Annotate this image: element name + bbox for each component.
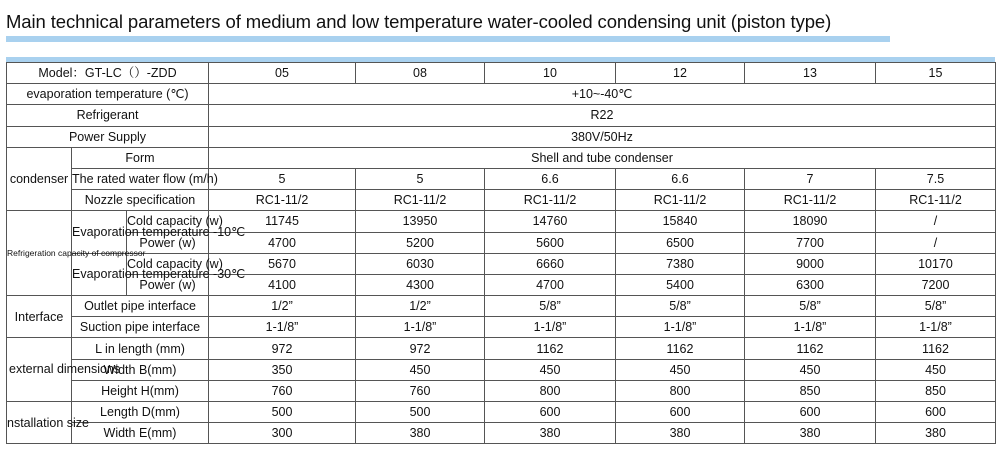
cell: 1-1/8” (209, 317, 356, 338)
external-group-label: external dimensions (7, 338, 72, 402)
cell: 380 (356, 423, 485, 444)
cell: 5200 (356, 232, 485, 253)
cell: 450 (356, 359, 485, 380)
cell: 1-1/8” (485, 317, 616, 338)
cell: 6500 (616, 232, 745, 253)
cell: 1162 (876, 338, 996, 359)
cell: 1/2” (356, 296, 485, 317)
interface-group-label: Interface (7, 296, 72, 338)
cell: 12 (616, 63, 745, 84)
cell: 500 (209, 402, 356, 423)
cell: 850 (745, 380, 876, 401)
cell: 05 (209, 63, 356, 84)
condenser-form-value: Shell and tube condenser (209, 147, 996, 168)
power-label: Power (w) (127, 232, 209, 253)
row-power-10 (7, 232, 996, 253)
cell: 350 (209, 359, 356, 380)
condenser-group-label: condenser (7, 147, 72, 211)
cell: 5/8” (485, 296, 616, 317)
cell: 1162 (616, 338, 745, 359)
power-supply-value: 380V/50Hz (209, 126, 996, 147)
page-title: Main technical parameters of medium and low temperature water-cooled condensing unit (piston type) (6, 11, 832, 32)
cell: 14760 (485, 211, 616, 232)
evap-10-label: Evaporation temperature -10℃ (72, 211, 127, 253)
cell: 760 (356, 380, 485, 401)
inst-length-label: Length D(mm) (72, 402, 209, 423)
row-evaporation (7, 84, 996, 105)
row-ext-height (7, 380, 996, 401)
cell: 7.5 (876, 168, 996, 189)
cell: 5/8” (745, 296, 876, 317)
cell: 11745 (209, 211, 356, 232)
cell: 300 (209, 423, 356, 444)
row-model (7, 63, 996, 84)
power-supply-label: Power Supply (7, 126, 209, 147)
cell: 13950 (356, 211, 485, 232)
cell: 380 (485, 423, 616, 444)
cell: RC1-11/2 (876, 190, 996, 211)
suction-label: Suction pipe interface (72, 317, 209, 338)
cell: 13 (745, 63, 876, 84)
cell: 10 (485, 63, 616, 84)
row-nozzle (7, 190, 996, 211)
row-refrigerant (7, 105, 996, 126)
cell: 5600 (485, 232, 616, 253)
cell: / (876, 232, 996, 253)
cell: 500 (356, 402, 485, 423)
cell: 1162 (745, 338, 876, 359)
cell: 972 (356, 338, 485, 359)
row-cold-30 (7, 253, 996, 274)
cell: 5670 (209, 253, 356, 274)
cell: 4700 (485, 274, 616, 295)
row-inst-length (7, 402, 996, 423)
cell: RC1-11/2 (485, 190, 616, 211)
refrigerant-label: Refrigerant (7, 105, 209, 126)
cell: 4700 (209, 232, 356, 253)
cell: 760 (209, 380, 356, 401)
cell: 5/8” (616, 296, 745, 317)
cell: 1-1/8” (876, 317, 996, 338)
cell: 600 (745, 402, 876, 423)
cell: 18090 (745, 211, 876, 232)
evaporation-value: +10~-40℃ (209, 84, 996, 105)
refrigerant-value: R22 (209, 105, 996, 126)
inst-width-label: Width E(mm) (72, 423, 209, 444)
cell: 10170 (876, 253, 996, 274)
cell: 4300 (356, 274, 485, 295)
refrigeration-group-label: Refrigeration capacity of compressor (7, 211, 72, 296)
row-ext-length (7, 338, 996, 359)
condenser-form-label: Form (72, 147, 209, 168)
row-suction (7, 317, 996, 338)
row-inst-width (7, 423, 996, 444)
cell: 1-1/8” (616, 317, 745, 338)
nozzle-label: Nozzle specification (72, 190, 209, 211)
title-underline-bar (6, 36, 890, 42)
row-water-flow (7, 168, 996, 189)
row-outlet (7, 296, 996, 317)
cold-capacity-label: Cold capacity (w) (127, 211, 209, 232)
evap-30-label: Evaporation temperature -30℃ (72, 253, 127, 295)
cell: 6030 (356, 253, 485, 274)
cell: 380 (616, 423, 745, 444)
evaporation-label: evaporation temperature (℃) (7, 84, 209, 105)
cell: 5 (209, 168, 356, 189)
cell: 600 (876, 402, 996, 423)
cell: 15 (876, 63, 996, 84)
cell: 08 (356, 63, 485, 84)
row-power-supply (7, 126, 996, 147)
cell: 450 (485, 359, 616, 380)
installation-group-label: nstallation size (7, 402, 72, 444)
cell: 6.6 (485, 168, 616, 189)
cell: 4100 (209, 274, 356, 295)
cell: / (876, 211, 996, 232)
cell: 9000 (745, 253, 876, 274)
cell: 1162 (485, 338, 616, 359)
row-ext-width (7, 359, 996, 380)
cell: 450 (616, 359, 745, 380)
cell: 380 (876, 423, 996, 444)
cell: 6300 (745, 274, 876, 295)
cell: 7 (745, 168, 876, 189)
cell: RC1-11/2 (745, 190, 876, 211)
cell: 5400 (616, 274, 745, 295)
cell: 1-1/8” (356, 317, 485, 338)
cell: 450 (745, 359, 876, 380)
model-label: Model：GT-LC（）-ZDD (7, 63, 209, 84)
cell: 1-1/8” (745, 317, 876, 338)
cell: 800 (616, 380, 745, 401)
cell: 7380 (616, 253, 745, 274)
cell: 6660 (485, 253, 616, 274)
cell: 6.6 (616, 168, 745, 189)
power-label: Power (w) (127, 274, 209, 295)
cell: 7200 (876, 274, 996, 295)
cell: RC1-11/2 (209, 190, 356, 211)
cell: 1/2” (209, 296, 356, 317)
outlet-label: Outlet pipe interface (72, 296, 209, 317)
spec-table (6, 62, 996, 444)
cell: 972 (209, 338, 356, 359)
cell: 850 (876, 380, 996, 401)
cell: 800 (485, 380, 616, 401)
row-cold-10 (7, 211, 996, 232)
ext-height-label: Height H(mm) (72, 380, 209, 401)
cell: 600 (616, 402, 745, 423)
cell: 600 (485, 402, 616, 423)
ext-width-label: Width B(mm) (72, 359, 209, 380)
cell: RC1-11/2 (616, 190, 745, 211)
cell: 15840 (616, 211, 745, 232)
row-power-30 (7, 274, 996, 295)
cell: 450 (876, 359, 996, 380)
ext-length-label: L in length (mm) (72, 338, 209, 359)
cell: RC1-11/2 (356, 190, 485, 211)
water-flow-label: The rated water flow (m/h) (72, 168, 209, 189)
cell: 7700 (745, 232, 876, 253)
cell: 5 (356, 168, 485, 189)
cell: 380 (745, 423, 876, 444)
cell: 5/8” (876, 296, 996, 317)
cold-capacity-label: Cold capacity (w) (127, 253, 209, 274)
row-condenser-form (7, 147, 996, 168)
